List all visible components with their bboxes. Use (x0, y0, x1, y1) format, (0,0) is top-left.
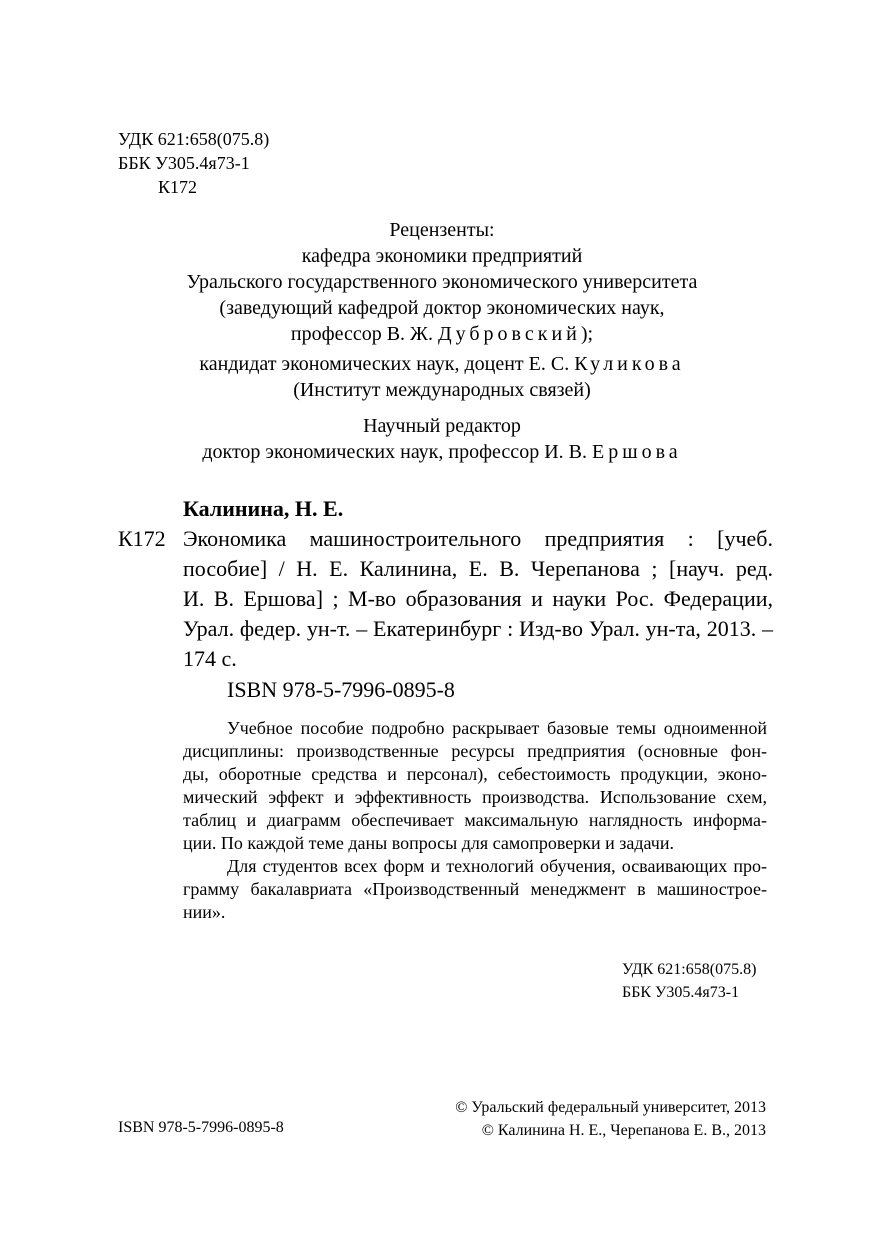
header-codes (118, 128, 269, 200)
reviewers-line-3: (заведующий кафедрой доктор экономических наук, (219, 297, 665, 319)
reviewers-line-6: (Институт международных связей) (293, 379, 591, 401)
annotation-line: таблиц и диаграмм обеспечивает максимальную наглядность информа- (183, 810, 767, 830)
bib-description (183, 525, 773, 675)
footer-codes (622, 960, 756, 1006)
annotation-block (183, 717, 767, 924)
bib-line: 174 с. (183, 646, 237, 671)
copyright-block (455, 1098, 766, 1144)
bib-line: И. В. Ершова] ; М-во образования и науки Рос. Федерации, (183, 586, 773, 611)
editor-prefix: доктор экономических наук, профессор И. В. (202, 441, 587, 463)
reviewers-line-5 (120, 352, 764, 378)
editor-block (120, 414, 764, 466)
bib-author: Калинина, Н. Е. (183, 496, 344, 521)
annotation-line: грамму бакалавриата «Производственный менеджмент в машинострое- (183, 879, 767, 899)
bib-isbn: ISBN 978-5-7996-0895-8 (227, 677, 455, 702)
reviewers-title: Рецензенты: (389, 219, 495, 241)
udk-code: УДК 621:658(075.8) (118, 129, 270, 149)
annotation-line: нии». (183, 902, 226, 922)
bib-code: К172 (118, 526, 166, 551)
annotation-line: Учебное пособие подробно раскрывает базовые темы одноименной (227, 718, 767, 738)
reviewers-line-1: кафедра экономики предприятий (301, 245, 583, 267)
annotation-line: мический эффект и эффективность производства. Использование схем, (183, 787, 767, 807)
bib-line: пособие] / Н. Е. Калинина, Е. В. Черепанова ; [науч. ред. (183, 556, 773, 581)
editor-title: Научный редактор (363, 415, 521, 437)
annotation-line: ды, оборотные средства и персонал), себестоимость продукции, эконо- (183, 764, 767, 784)
reviewer-2-name: Куликова (574, 353, 685, 375)
footer-udk: УДК 621:658(075.8) (622, 961, 757, 978)
bbk-code: ББК У305.4я73-1 (118, 153, 250, 173)
reviewers-block (120, 218, 764, 404)
reviewer-1-name: Дубровский (437, 323, 581, 345)
reviewers-line-2: Уральского государственного экономического университета (186, 271, 698, 293)
annotation-line: дисциплины: производственные ресурсы предприятия (основные фон- (183, 741, 767, 761)
copyright-authors: © Калинина Н. Е., Черепанова Е. В., 2013 (481, 1122, 766, 1139)
bib-line: Урал. федер. ун-т. – Екатеринбург : Изд-во Урал. ун-та, 2013. – (183, 616, 773, 641)
reviewer-1-suffix: ); (580, 323, 594, 345)
editor-name: Ершова (591, 441, 682, 463)
bib-line: Экономика машиностроительного предприятия : [учеб. (183, 526, 773, 551)
annotation-line: Для студентов всех форм и технологий обучения, осваивающих про- (227, 856, 767, 876)
author-mark: К172 (158, 177, 198, 197)
copyright-university: © Уральский федеральный университет, 2013 (455, 1099, 766, 1116)
editor-line (120, 440, 764, 466)
reviewer-1-prefix: профессор В. Ж. (290, 323, 433, 345)
reviewers-line-4 (120, 322, 764, 348)
annotation-line: ции. По каждой теме даны вопросы для самопроверки и задачи. (183, 833, 674, 853)
footer-bbk: ББК У305.4я73-1 (622, 984, 740, 1001)
footer-isbn: ISBN 978-5-7996-0895-8 (118, 1119, 284, 1136)
reviewer-2-prefix: кандидат экономических наук, доцент Е. С. (199, 353, 570, 375)
